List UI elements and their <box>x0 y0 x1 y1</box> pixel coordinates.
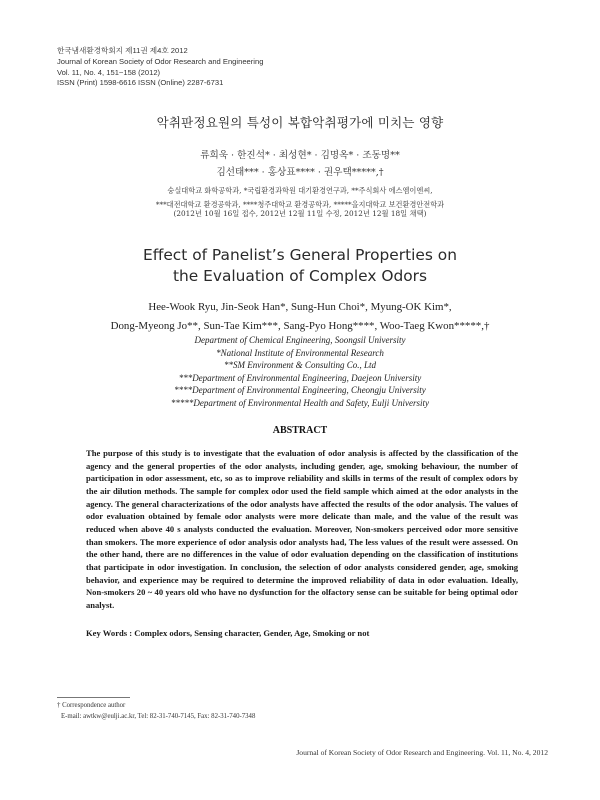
english-affiliations <box>0 334 600 410</box>
korean-title: 악취판정요원의 특성이 복합악취평가에 미치는 영향 <box>156 115 444 130</box>
journal-header-english: Journal of Korean Society of Odor Research and Engineering <box>57 56 264 66</box>
affiliation-line: **SM Environment & Consulting Co., Ltd <box>224 360 376 371</box>
english-authors-line1: Hee-Wook Ryu, Jin-Seok Han*, Sung-Hun Choi*, Myung-OK Kim*, <box>148 301 452 313</box>
english-authors-line2: Dong-Myeong Jo**, Sun-Tae Kim***, Sang-Pyo Hong****, Woo-Taeg Kwon*****,† <box>110 320 490 332</box>
affiliation-line: ***Department of Environmental Engineering, Daejeon University <box>178 372 422 383</box>
footnote <box>57 701 457 722</box>
korean-affiliations-line2: ***대전대학교 환경공학과, ****청주대학교 환경공학과, *****을지대학교 보건환경안전학과 <box>155 200 445 209</box>
footnote-divider <box>57 697 130 698</box>
english-authors <box>0 298 600 336</box>
affiliation-line: *National Institute of Environmental Research <box>216 347 384 358</box>
journal-header <box>57 46 417 89</box>
affiliation-line: ****Department of Environmental Engineering, Cheongju University <box>174 385 426 396</box>
journal-volume: Vol. 11, No. 4, 151~158 (2012) <box>57 67 161 77</box>
english-title-line1: Effect of Panelist’s General Properties on <box>143 246 457 264</box>
journal-header-korean: 한국냄새환경학회지 제11권 제4호 2012 <box>57 46 188 55</box>
korean-authors-line1: 류희욱 · 한진석* · 최성현* · 김명옥* · 조동명** <box>200 150 400 161</box>
korean-affiliations-line1: 숭실대학교 화학공학과, *국립환경과학원 대기환경연구과, **주식회사 에스엠이엔씨, <box>167 186 433 195</box>
footnote-correspondence: † Correspondence author <box>57 702 126 709</box>
affiliation-line: *****Department of Environmental Health and Safety, Eulji University <box>170 397 430 408</box>
affiliation-line: Department of Chemical Engineering, Soongsil University <box>194 335 406 345</box>
page-footer: Journal of Korean Society of Odor Research and Engineering. Vol. 11, No. 4, 2012 <box>296 748 548 757</box>
journal-issn: ISSN (Print) 1598-6616 ISSN (Online) 2287-6731 <box>57 78 224 88</box>
korean-authors <box>0 147 600 181</box>
footnote-contact: E-mail: awtkw@eulji.ac.kr, Tel: 82-31-740-7145, Fax: 82-31-740-7348 <box>61 712 256 720</box>
korean-affiliations <box>0 184 600 212</box>
korean-authors-line2: 김선태*** · 홍상표**** · 권우택*****,† <box>216 167 384 178</box>
abstract-text: The purpose of this study is to investigate that the evaluation of odor analysis is affected by the classification of the agency and the general properties of the odor analysts, including gender, age, smoking behaviour, the number of participation in odor assessment, etc, so as to improve reliability and skills in terms of the result of complex odors by the air dilution methods. The sample for complex odor used the field sample which aimed at the odor analysts in the agency. The general characterizations of the odor analysts have affected the results of the odor analysis. The values of odor evaluation obtained by female odor analysts were more delicate than male, and the value of the result was reduced when above 40 s analysts conducted the evaluation. Moreover, Non-smokers perceived odor more sensitive than smokers. The more experience of odor analysis odor analysts had, The less values of the result were assessed. On the other hand, there are no differences in the value of odor evaluation depending on the classification of institutions that participate in odor investigation. In conclusion, the selection of odor analysts considered gender, age, smoking behavior, and experience may be required to determine the improved reliability of data in odor evaluation. Ideally, Non-smokers 20 ~ 40 years old who have no dysfunction for the olfactory sense can be suitable for being optimal odor analyst. <box>86 448 518 610</box>
english-title <box>0 245 600 287</box>
english-title-line2: the Evaluation of Complex Odors <box>172 267 428 285</box>
abstract-heading: ABSTRACT <box>272 425 328 436</box>
submission-dates: (2012년 10월 16일 접수, 2012년 12월 11일 수정, 2012년 12월 18일 채택) <box>173 209 427 218</box>
keywords: Key Words : Complex odors, Sensing character, Gender, Age, Smoking or not <box>86 628 370 638</box>
